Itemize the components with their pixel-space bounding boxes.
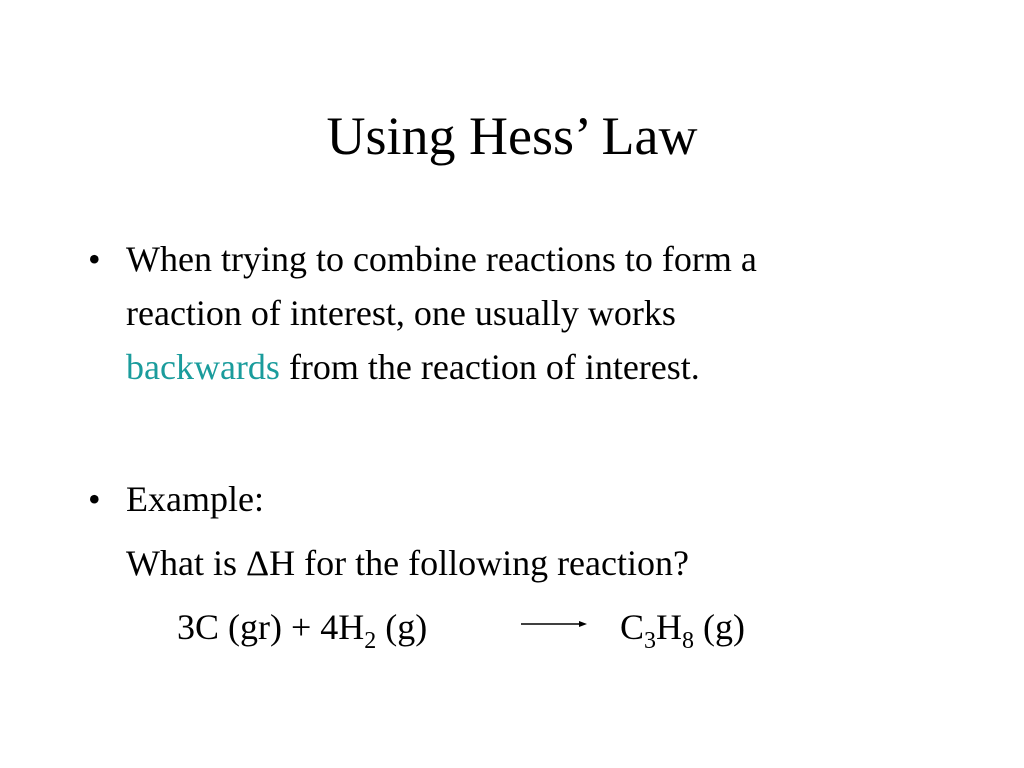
product	[620, 600, 745, 659]
slide-title: Using Hess’ Law	[326, 106, 698, 166]
bullet-line-3	[126, 340, 757, 394]
reaction-arrow-icon	[521, 619, 587, 629]
product-c: C	[620, 607, 645, 647]
reactants	[177, 607, 428, 654]
reactant-text: 3C (gr) + 4H	[177, 607, 365, 647]
bullet-line-1: When trying to combine reactions to form a	[126, 239, 757, 279]
chemical-reaction	[177, 600, 745, 659]
bullet-text	[126, 232, 757, 394]
bullet-marker: •	[88, 479, 101, 519]
subscript: 2	[364, 628, 377, 654]
example-question: What is ΔH for the following reaction?	[126, 543, 689, 583]
bullet-line-2: reaction of interest, one usually works	[126, 293, 676, 333]
bullet-text	[126, 472, 689, 590]
subscript: 8	[682, 628, 695, 654]
bullet-marker: •	[88, 239, 101, 279]
example-label: Example:	[126, 479, 264, 519]
product-h: H	[656, 607, 683, 647]
product-phase: (g)	[694, 607, 745, 647]
bullet-line-3-rest: from the reaction of interest.	[279, 347, 700, 387]
reactant-phase: (g)	[376, 607, 428, 647]
subscript: 3	[644, 628, 657, 654]
highlighted-word: backwards	[126, 347, 280, 387]
